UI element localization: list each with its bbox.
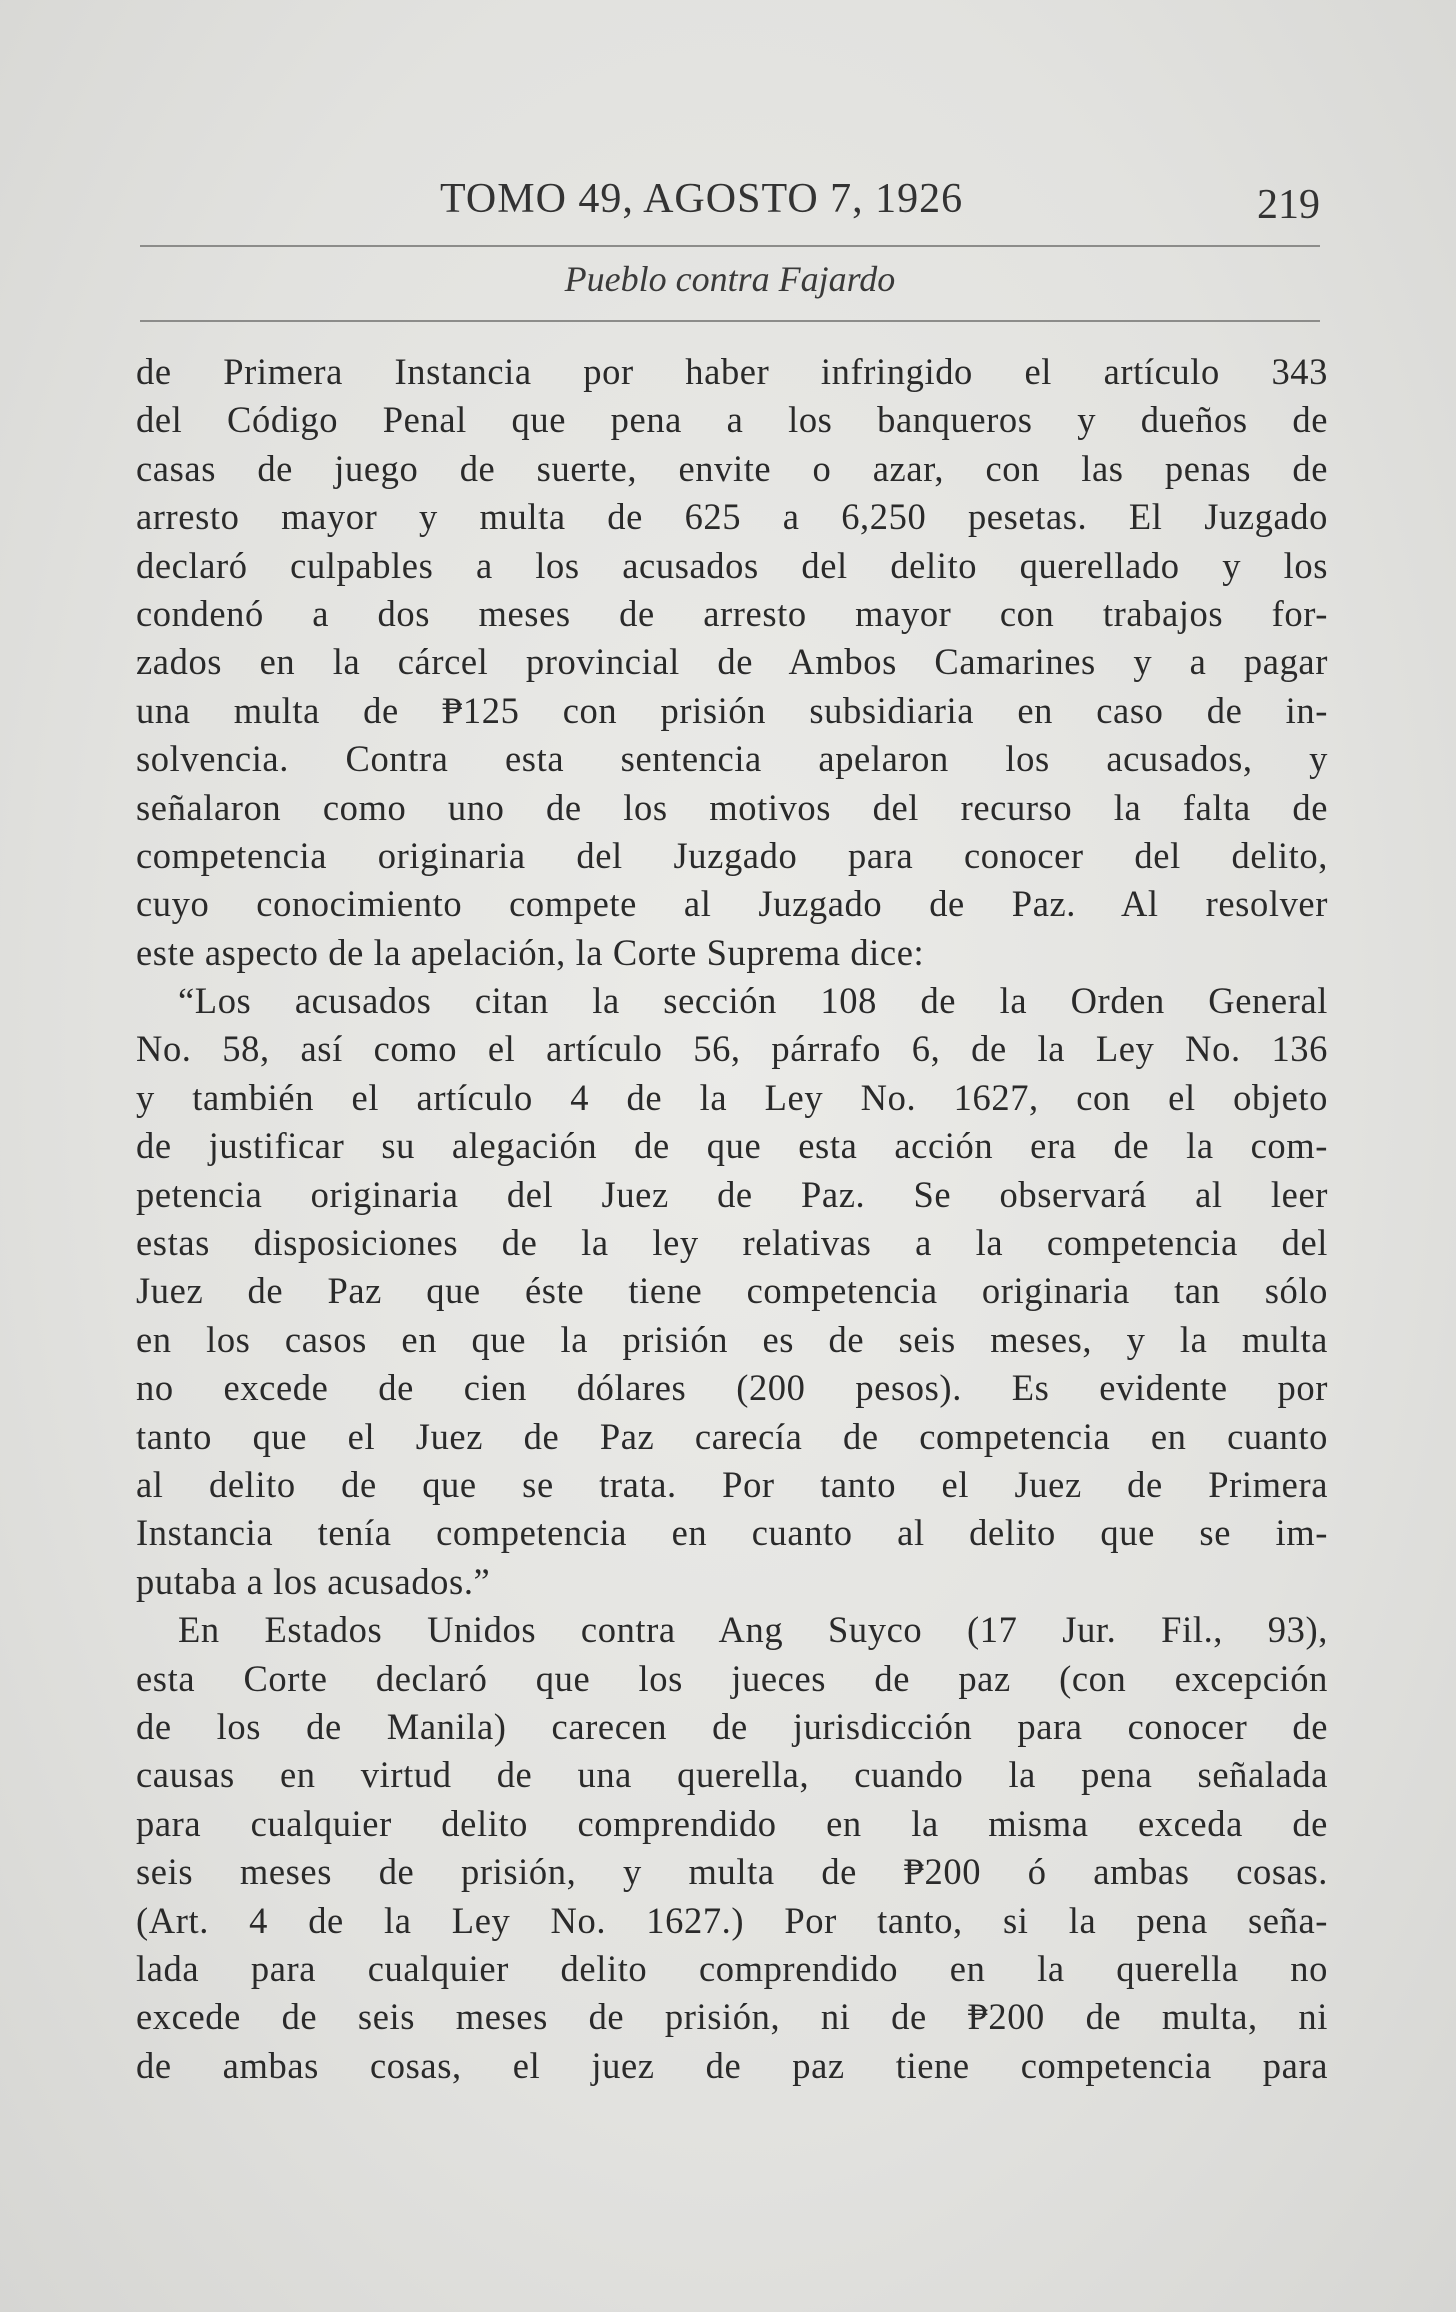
text-line: condenó a dos meses de arresto mayor con trabajos for- (136, 592, 1328, 634)
text-line: señalaron como uno de los motivos del recurso la falta de (136, 786, 1328, 828)
quote-line: petencia originaria del Juez de Paz. Se observará al leer (136, 1173, 1328, 1215)
header-rule-top (140, 245, 1320, 247)
text-line: de ambas cosas, el juez de paz tiene competencia para (136, 2044, 1328, 2086)
text-line: lada para cualquier delito comprendido en la querella no (136, 1947, 1328, 1989)
text-line: para cualquier delito comprendido en la misma exceda de (136, 1802, 1328, 1844)
text-line: zados en la cárcel provincial de Ambos Camarines y a pagar (136, 641, 1328, 683)
text-line: del Código Penal que pena a los banqueros y dueños de (136, 399, 1328, 441)
quote-line: al delito de que se trata. Por tanto el Juez de Primera (136, 1463, 1328, 1505)
quote-line: tanto que el Juez de Paz carecía de competencia en cuanto (136, 1415, 1328, 1457)
quote-line: “Los acusados citan la sección 108 de la Orden General (178, 980, 1328, 1022)
text-line: (Art. 4 de la Ley No. 1627.) Por tanto, si la pena seña- (136, 1899, 1328, 1941)
text-line: En Estados Unidos contra Ang Suyco (17 Jur. Fil., 93), (178, 1609, 1328, 1651)
quote-line: No. 58, así como el artículo 56, párrafo 6, de la Ley No. 136 (136, 1028, 1328, 1070)
quote-line: estas disposiciones de la ley relativas a la competencia del (136, 1222, 1328, 1264)
quote-line: en los casos en que la prisión es de seis meses, y la multa (136, 1318, 1328, 1360)
page-number: 219 (1257, 182, 1320, 228)
text-line: de Primera Instancia por haber infringido el artículo 343 (136, 351, 1328, 392)
quote-line: Instancia tenía competencia en cuanto al delito que se im- (136, 1512, 1328, 1554)
quote-line: Juez de Paz que éste tiene competencia originaria tan sólo (136, 1270, 1328, 1312)
case-caption: Pueblo contra Fajardo (564, 259, 896, 299)
quote-line: y también el artículo 4 de la Ley No. 1627, con el objeto (136, 1076, 1328, 1118)
quote-line: putaba a los acusados.” (136, 1560, 491, 1602)
text-line: casas de juego de suerte, envite o azar, con las penas de (136, 447, 1328, 489)
text-line: esta Corte declaró que los jueces de paz (con excepción (136, 1657, 1328, 1699)
text-line: competencia originaria del Juzgado para conocer del delito, (136, 834, 1328, 876)
text-line: excede de seis meses de prisión, ni de ₱200 de multa, ni (136, 1996, 1328, 2038)
text-line: cuyo conocimiento compete al Juzgado de Paz. Al resolver (136, 883, 1328, 925)
text-line: causas en virtud de una querella, cuando la pena señalada (136, 1754, 1328, 1796)
text-line: declaró culpables a los acusados del delito querellado y los (136, 544, 1328, 586)
text-line: este aspecto de la apelación, la Corte Suprema dice: (136, 931, 925, 973)
running-head (140, 175, 1320, 235)
quote-line: de justificar su alegación de que esta acción era de la com- (136, 1125, 1328, 1167)
text-line: una multa de ₱125 con prisión subsidiaria en caso de in- (136, 689, 1328, 731)
text-line: seis meses de prisión, y multa de ₱200 ó ambas cosas. (136, 1851, 1328, 1893)
text-line: arresto mayor y multa de 625 a 6,250 pesetas. El Juzgado (136, 496, 1328, 538)
body-text (136, 348, 1328, 2090)
volume-date-title: TOMO 49, AGOSTO 7, 1926 (440, 176, 964, 222)
text-line: solvencia. Contra esta sentencia apelaron los acusados, y (136, 738, 1328, 780)
text-line: de los de Manila) carecen de jurisdicción para conocer de (136, 1705, 1328, 1747)
header-rule-bottom (140, 320, 1320, 322)
quote-line: no excede de cien dólares (200 pesos). Es evidente por (136, 1367, 1328, 1409)
